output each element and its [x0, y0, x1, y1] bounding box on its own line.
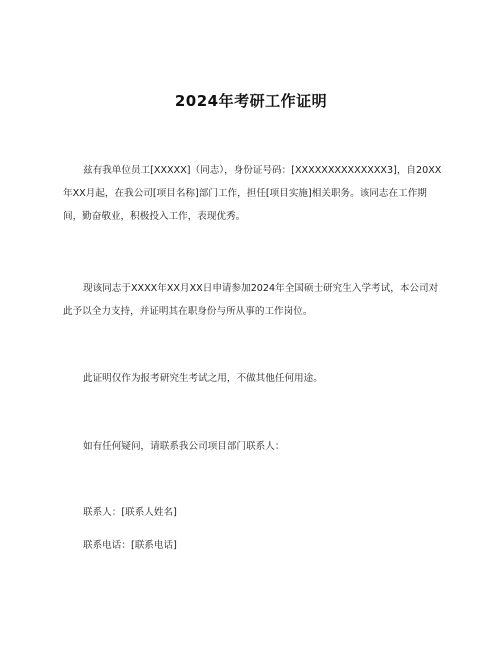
contact-person-line: 联系人：[联系人姓名] [83, 507, 177, 518]
contact-phone-line: 联系电话：[联系电话] [83, 540, 177, 551]
document-title: 2024年考研工作证明 [174, 92, 328, 110]
paragraph-usage-note: 此证明仅作为报考研究生考试之用，不做其他任何用途。 [83, 373, 323, 384]
paragraph-contact-intro: 如有任何疑问，请联系我公司项目部门联系人： [83, 441, 285, 452]
paragraph-exam-support: 现该同志于XXXX年XX月XX日申请参加2024年全国硕士研究生入学考试，本公司对此予以全力支持，并证明其在职身份与所从事的工作岗位。 [63, 283, 439, 317]
paragraph-employment-info: 兹有我单位员工[XXXXX]（同志），身份证号码：[XXXXXXXXXXXXXX3]，自20XX年XX月起，在我公司[项目名称]部门工作，担任[项目实施]相关职务。该同志在工作期间，勤奋敬业，积极投入工作，表现优秀。 [63, 165, 442, 222]
